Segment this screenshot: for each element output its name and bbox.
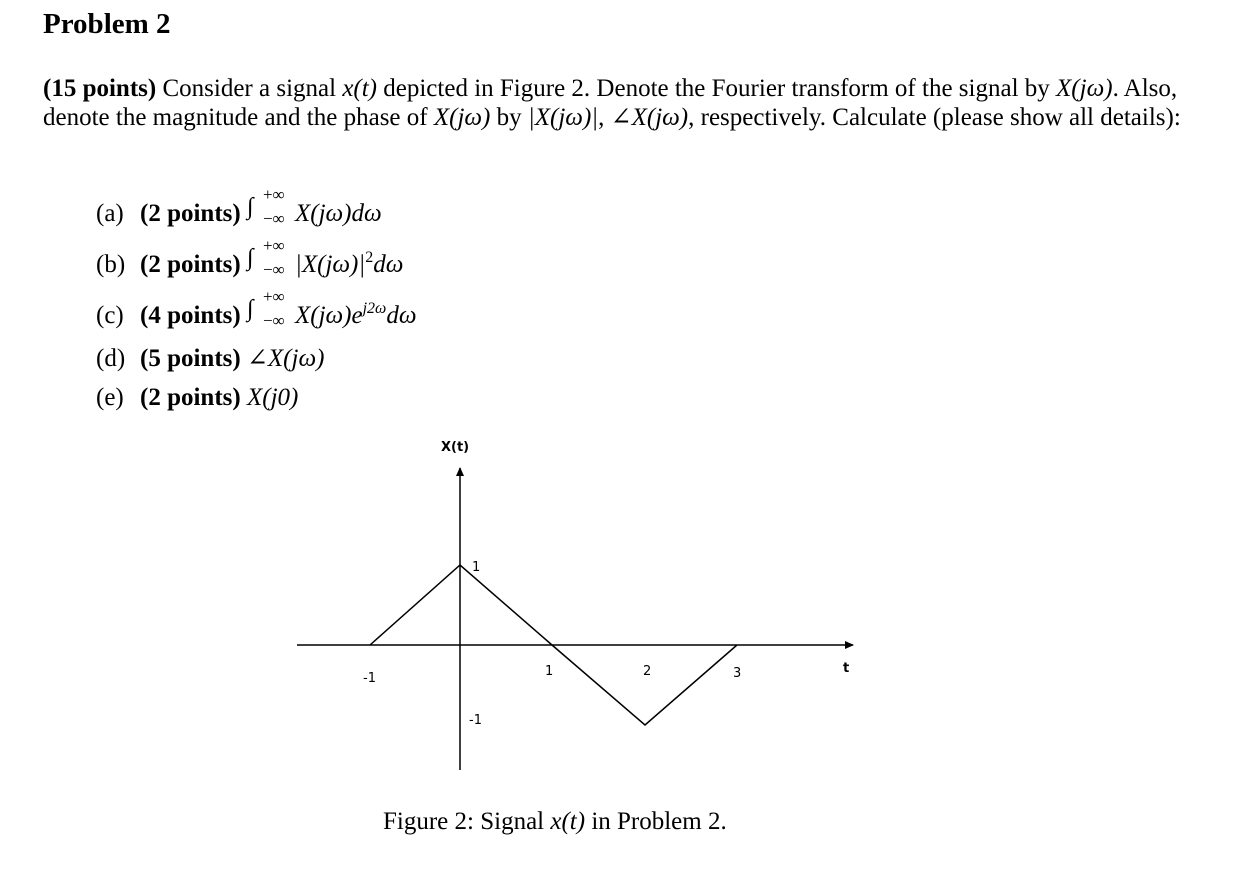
fourier-symbol: X(jω) [433,104,491,131]
integral-sign: ∫ +∞ −∞ [246,236,285,279]
y-tick-label: -1 [469,713,482,728]
x-tick-label: 3 [733,666,742,681]
caption-text: in Problem 2. [585,808,727,835]
signal-symbol: x(t) [342,75,378,102]
phase-symbol: ∠X(jω) [610,104,689,131]
x-tick-label: 1 [545,664,554,679]
subquestion-points: (5 points) [140,345,241,372]
total-points: (15 points) [43,75,157,102]
statement-text: Consider a signal [156,75,343,102]
subquestion-label: (a) [96,200,124,227]
statement-text: , [598,104,611,131]
caption-text: Figure 2: Signal [383,808,551,835]
subquestion-expression: dω [373,251,404,278]
subquestion-points: (2 points) [140,384,241,411]
subquestion-label: (c) [96,302,124,329]
subquestion-points: (4 points) [140,302,241,329]
magnitude-symbol: |X(jω)| [527,104,599,131]
problem-title: Problem 2 [43,8,171,40]
x-axis-label: t [843,661,850,676]
fourier-symbol: X(jω) [1056,75,1113,102]
subquestion-exponent: 2 [365,249,374,266]
subquestion-expression: X(j0) [246,384,299,411]
subquestion-points: (2 points) [140,200,241,227]
integral-sign: ∫ +∞ −∞ [246,185,285,228]
subquestion-exponent: j2ω [362,300,387,317]
statement-text: depicted in Figure 2. Denote the Fourier transform of the signal by [377,75,1057,102]
subquestion-expression: ∠X(jω) [246,345,325,372]
subquestion-expression: X(jω)dω [294,200,382,227]
subquestion-label: (b) [96,251,126,278]
y-axis-label: X(t) [441,440,470,455]
statement-text: , respectively. Calculate (please show all details): [688,104,1181,131]
x-tick-label: 2 [643,664,652,679]
integral-sign: ∫ +∞ −∞ [246,287,285,330]
subquestion-points: (2 points) [140,251,241,278]
y-tick-label: 1 [472,560,481,575]
x-tick-label: -1 [363,671,376,686]
statement-text: . Also, denote the magnitude and the phase of [43,75,1178,131]
figure-caption [383,808,727,836]
subquestion-label: (e) [96,384,124,411]
subquestion-expression: X(jω)e [294,302,363,329]
statement-text: by [490,104,528,131]
subquestion-expression: dω [386,302,417,329]
caption-symbol: x(t) [550,808,586,835]
subquestion-label: (d) [96,345,126,372]
subquestion-expression: |X(jω)| [294,251,366,278]
